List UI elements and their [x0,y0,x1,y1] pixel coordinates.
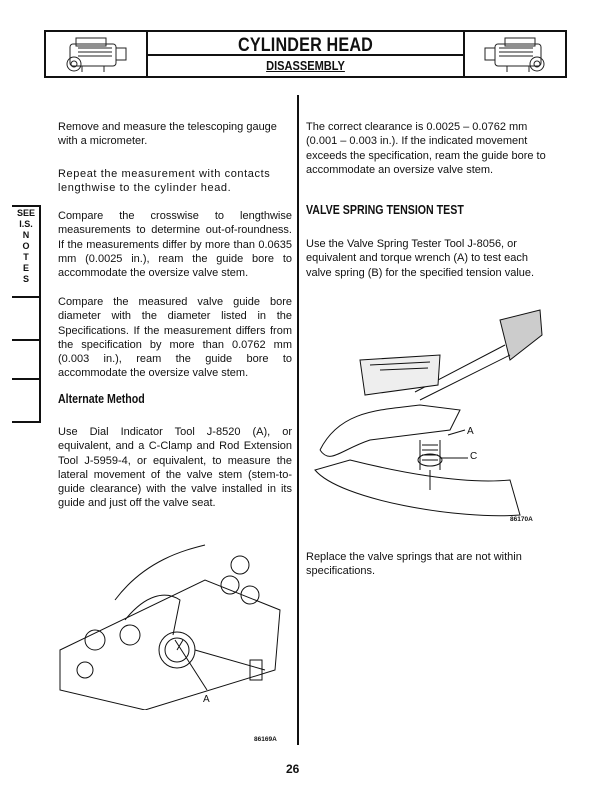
paragraph: Replace the valve springs that are not within specifications. [306,551,522,578]
section-heading: VALVE SPRING TENSION TEST [306,203,464,217]
paragraph: The correct clearance is 0.0025 – 0.0762 mm (0.001 – 0.003 in.). If the indicated movement exceeds the specification, ream the guide bore to accommodate an oversize valve stem. [306,121,546,176]
label-a: A [467,426,474,437]
notes-rule [12,378,40,380]
paragraph: Remove and measure the telescoping gauge with a micrometer. [58,121,277,148]
paragraph: Compare the measured valve guide bore diameter with the diameter listed in the Specifications. If the measurement differs from the specification by more than 0.0762 mm (0.003 in.), ream the guide bore to accommodate the oversize valve stem. [58,296,292,380]
paragraph: Use the Valve Spring Tester Tool J-8056, or equivalent and torque wrench (A) to test each valve spring (B) for the specified tension value. [306,238,535,279]
note-line: SEE [16,208,35,218]
notes-rule [12,421,40,423]
notes-rule [12,205,40,207]
notes-rule [12,296,40,298]
valve-spring-tester-illustration [310,300,545,525]
figure-caption: 86170A [510,516,533,523]
note-line: T [23,252,29,262]
section-heading: Alternate Method [58,392,145,406]
dial-indicator-illustration [55,540,290,710]
notes-bracket [39,205,41,423]
note-line: N [22,230,30,240]
page-subtitle: DISASSEMBLY [266,58,345,73]
page-title: CYLINDER HEAD [237,35,374,56]
paragraph: Repeat the measurement with contacts lengthwise to the cylinder head. [58,168,271,195]
note-line: E [22,263,29,273]
note-line: S [22,274,29,284]
label-c: C [470,451,478,462]
engine-illustration-icon [48,34,144,74]
paragraph: Compare the crosswise to lengthwise measurements to determine out-of-roundness. If the measurements differ by more than 0.0635 mm (0.0025 in.), ream the guide bore to accommodate the oversize valve stem. [58,210,292,280]
see-is-notes [12,208,40,285]
page-header [44,30,567,78]
note-line: I.S. [19,219,33,229]
figure-caption: 86169A [254,736,277,743]
column-divider [297,95,299,745]
note-line: O [22,241,30,251]
paragraph: Use Dial Indicator Tool J-8520 (A), or equivalent, and a C-Clamp and Rod Extension Tool J-5959-4, or equivalent, to measure the lateral movement of the valve stem (stem-to-guide clearance) with the valve installed in its guide and just off the valve seat. [58,426,292,510]
page-number: 26 [286,762,300,776]
notes-rule [12,339,40,341]
label-a: A [203,694,210,705]
engine-illustration-icon [467,34,563,74]
